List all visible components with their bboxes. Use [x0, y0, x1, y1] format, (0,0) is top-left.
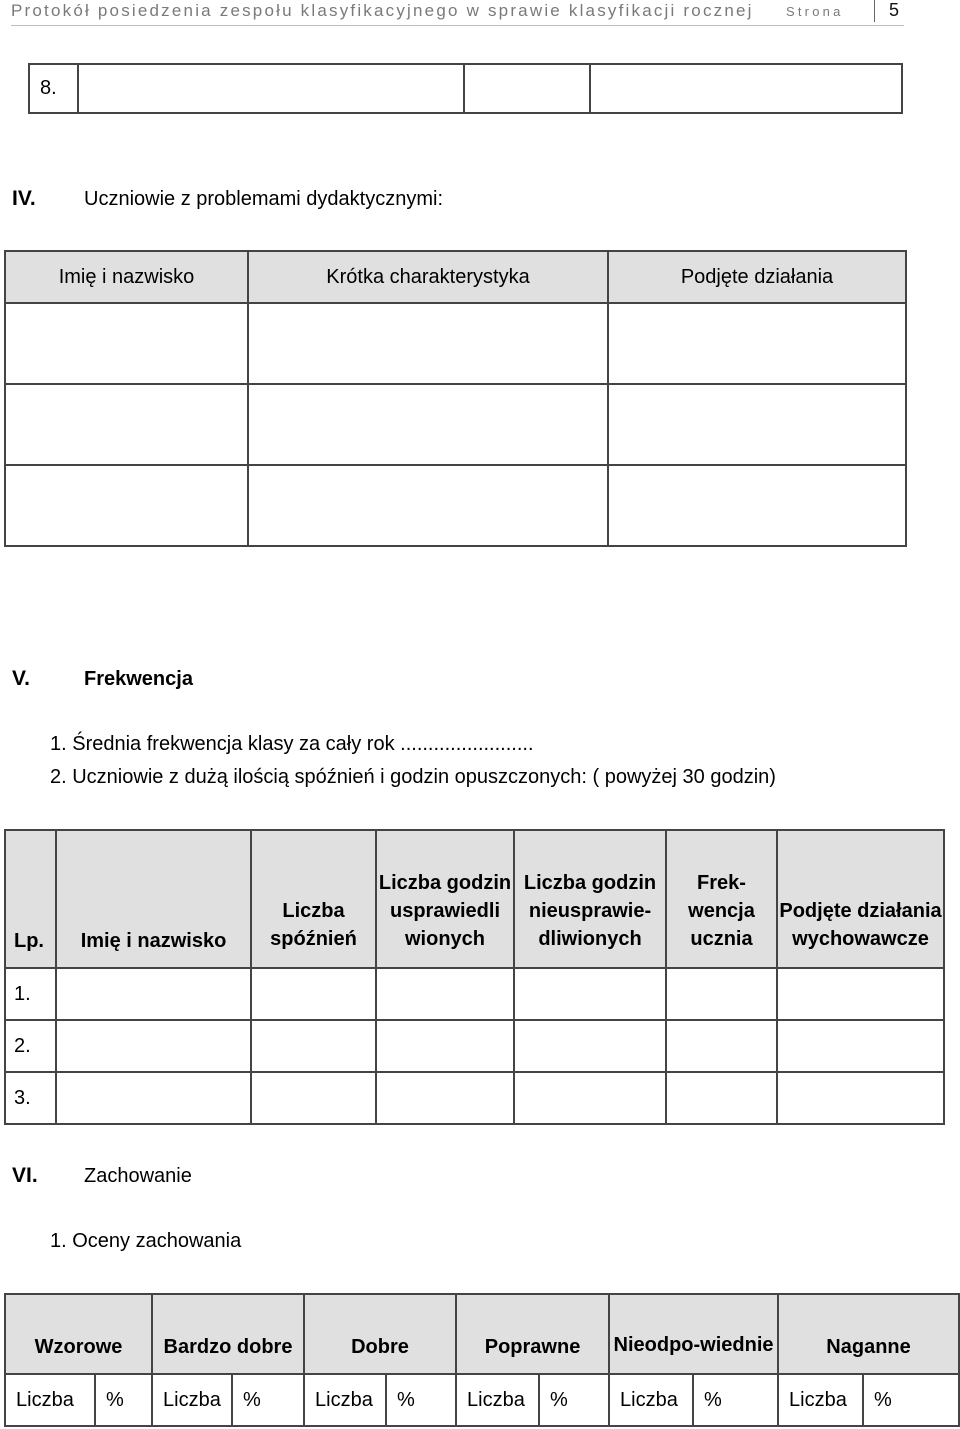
input-cell[interactable] — [514, 968, 666, 1020]
didactic-problems-table — [4, 250, 907, 547]
column-header-name: Imię i nazwisko — [56, 830, 251, 968]
input-cell[interactable] — [56, 968, 251, 1020]
percent-label: % — [232, 1374, 304, 1426]
input-cell[interactable] — [514, 1020, 666, 1072]
input-cell[interactable] — [608, 465, 906, 546]
grade-naganne: Naganne — [778, 1294, 959, 1374]
input-cell[interactable] — [376, 1020, 514, 1072]
section-vi-number: VI. — [12, 1164, 38, 1187]
percent-label: % — [539, 1374, 609, 1426]
input-cell[interactable] — [5, 303, 248, 384]
input-cell[interactable] — [248, 303, 608, 384]
header-separator — [874, 0, 875, 22]
average-attendance-line: 1. Średnia frekwencja klasy za cały rok ........................ — [50, 733, 534, 755]
input-cell[interactable] — [608, 303, 906, 384]
input-cell[interactable] — [248, 465, 608, 546]
column-header-description: Krótka charakterystyka — [248, 251, 608, 303]
input-cell[interactable] — [777, 1020, 944, 1072]
section-iv-title: Uczniowie z problemami dydaktycznymi: — [84, 188, 444, 210]
page-number: 5 — [889, 0, 900, 20]
input-cell[interactable] — [777, 1072, 944, 1124]
column-header-unexcused: Liczba godzin nieusprawie-dliwionych — [514, 830, 666, 968]
header-rule — [11, 25, 904, 26]
column-header-actions: Podjęte działania — [608, 251, 906, 303]
section-v-number: V. — [12, 667, 30, 690]
attendance-table — [4, 829, 945, 1125]
input-cell[interactable] — [514, 1072, 666, 1124]
count-label: Liczba — [456, 1374, 539, 1426]
input-cell[interactable] — [666, 1020, 777, 1072]
column-header-name: Imię i nazwisko — [5, 251, 248, 303]
column-header-late: Liczba spóźnień — [251, 830, 376, 968]
count-label: Liczba — [5, 1374, 95, 1426]
document-title: Protokół posiedzenia zespołu klasyfikacyjnego w sprawie klasyfikacji rocznej — [11, 1, 754, 20]
percent-label: % — [693, 1374, 778, 1426]
input-cell[interactable] — [608, 384, 906, 465]
input-cell[interactable] — [251, 1020, 376, 1072]
input-cell[interactable] — [5, 384, 248, 465]
continuation-table — [28, 63, 903, 114]
input-cell[interactable] — [376, 1072, 514, 1124]
behavior-table — [4, 1293, 960, 1427]
row-number: 2. — [5, 1020, 56, 1072]
count-label: Liczba — [304, 1374, 386, 1426]
grade-nieodpowiednie: Nieodpo-wiednie — [609, 1294, 778, 1374]
input-cell[interactable] — [777, 968, 944, 1020]
row-number: 8. — [29, 64, 78, 113]
column-header-excused: Liczba godzin usprawiedli wionych — [376, 830, 514, 968]
input-cell[interactable] — [590, 64, 902, 113]
section-v-title: Frekwencja — [84, 668, 193, 690]
input-cell[interactable] — [464, 64, 590, 113]
count-label: Liczba — [778, 1374, 863, 1426]
grade-dobre: Dobre — [304, 1294, 456, 1374]
page-label: Strona — [786, 4, 844, 19]
input-cell[interactable] — [5, 465, 248, 546]
input-cell[interactable] — [56, 1072, 251, 1124]
input-cell[interactable] — [666, 968, 777, 1020]
input-cell[interactable] — [251, 968, 376, 1020]
percent-label: % — [863, 1374, 959, 1426]
row-number: 1. — [5, 968, 56, 1020]
grade-bardzo-dobre: Bardzo dobre — [152, 1294, 304, 1374]
input-cell[interactable] — [56, 1020, 251, 1072]
input-cell[interactable] — [248, 384, 608, 465]
percent-label: % — [95, 1374, 152, 1426]
behavior-grades-line: 1. Oceny zachowania — [50, 1230, 242, 1252]
input-cell[interactable] — [666, 1072, 777, 1124]
count-label: Liczba — [609, 1374, 693, 1426]
column-header-actions: Podjęte działania wychowawcze — [777, 830, 944, 968]
row-number: 3. — [5, 1072, 56, 1124]
input-cell[interactable] — [78, 64, 464, 113]
count-label: Liczba — [152, 1374, 232, 1426]
section-vi-title: Zachowanie — [84, 1165, 192, 1187]
percent-label: % — [386, 1374, 456, 1426]
grade-wzorowe: Wzorowe — [5, 1294, 152, 1374]
section-iv-number: IV. — [12, 187, 36, 210]
column-header-lp: Lp. — [5, 830, 56, 968]
column-header-attendance: Frek-wencja ucznia — [666, 830, 777, 968]
grade-poprawne: Poprawne — [456, 1294, 609, 1374]
input-cell[interactable] — [376, 968, 514, 1020]
input-cell[interactable] — [251, 1072, 376, 1124]
late-students-line: 2. Uczniowie z dużą ilością spóźnień i godzin opuszczonych: ( powyżej 30 godzin) — [50, 766, 776, 788]
